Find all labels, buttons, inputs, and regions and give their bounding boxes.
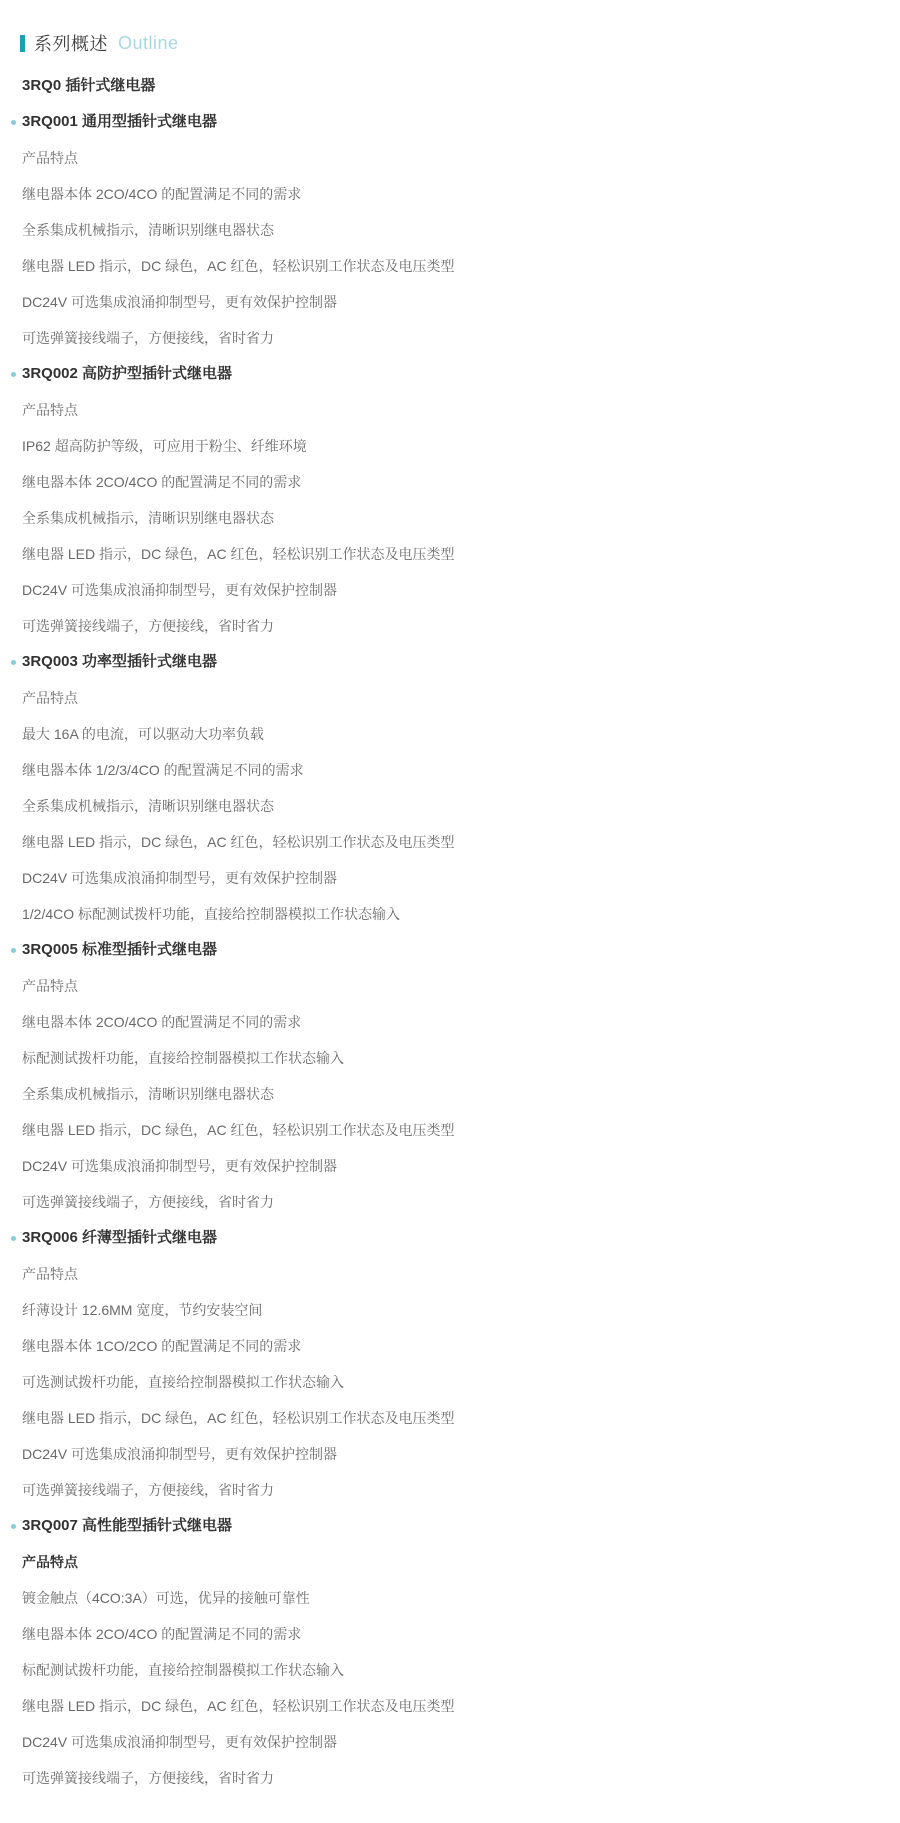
section-title [22,1228,870,1248]
bullet-dot-icon [11,372,16,377]
feature-item: 全系集成机械指示，清晰识别继电器状态 [22,798,274,814]
feature-item: 继电器 LED 指示，DC 绿色，AC 红色，轻松识别工作状态及电压类型 [22,546,455,562]
feature-item: 纤薄设计 12.6MM 宽度，节约安装空间 [22,1302,263,1318]
feature-item: DC24V 可选集成浪涌抑制型号，更有效保护控制器 [22,1734,338,1750]
feature-item: 可选弹簧接线端子，方便接线，省时省力 [22,1194,274,1210]
section-title [22,364,870,384]
section-title-text: 3RQ001 通用型插针式继电器 [22,113,218,130]
feature-item: 继电器 LED 指示，DC 绿色，AC 红色，轻松识别工作状态及电压类型 [22,834,455,850]
section-3rq003 [20,652,870,924]
section-title [22,112,870,132]
page-title-en: Outline [118,32,179,53]
feature-item: 继电器本体 2CO/4CO 的配置满足不同的需求 [22,474,302,490]
feature-item: 可选弹簧接线端子，方便接线，省时省力 [22,1482,274,1498]
section-title-text: 3RQ002 高防护型插针式继电器 [22,365,233,382]
features-label: 产品特点 [22,150,78,166]
feature-item: 继电器本体 2CO/4CO 的配置满足不同的需求 [22,1014,302,1030]
feature-item: DC24V 可选集成浪涌抑制型号，更有效保护控制器 [22,870,338,886]
feature-item: 继电器本体 1/2/3/4CO 的配置满足不同的需求 [22,762,304,778]
section-title-text: 3RQ007 高性能型插针式继电器 [22,1517,233,1534]
section-title [22,940,870,960]
section-3rq002 [20,364,870,636]
feature-item: 全系集成机械指示，清晰识别继电器状态 [22,1086,274,1102]
feature-item: 可选弹簧接线端子，方便接线，省时省力 [22,330,274,346]
feature-item: 全系集成机械指示，清晰识别继电器状态 [22,510,274,526]
feature-item: 继电器 LED 指示，DC 绿色，AC 红色，轻松识别工作状态及电压类型 [22,1122,455,1138]
feature-item: 继电器 LED 指示，DC 绿色，AC 红色，轻松识别工作状态及电压类型 [22,258,455,274]
feature-item: 可选弹簧接线端子，方便接线，省时省力 [22,618,274,634]
section-3rq005 [20,940,870,1212]
feature-item: 标配测试拨杆功能，直接给控制器模拟工作状态输入 [22,1662,344,1678]
feature-item: DC24V 可选集成浪涌抑制型号，更有效保护控制器 [22,582,338,598]
section-3rq007 [20,1516,870,1788]
features-label: 产品特点 [22,690,78,706]
bullet-dot-icon [11,120,16,125]
features-label: 产品特点 [22,1554,78,1570]
feature-item: 镀金触点（4CO:3A）可选，优异的接触可靠性 [22,1590,310,1606]
feature-item: 继电器 LED 指示，DC 绿色，AC 红色，轻松识别工作状态及电压类型 [22,1698,455,1714]
feature-item: 继电器本体 1CO/2CO 的配置满足不同的需求 [22,1338,302,1354]
feature-item: 继电器本体 2CO/4CO 的配置满足不同的需求 [22,186,302,202]
feature-item: 全系集成机械指示，清晰识别继电器状态 [22,222,274,238]
features-label: 产品特点 [22,402,78,418]
features-label: 产品特点 [22,1266,78,1282]
bullet-dot-icon [11,948,16,953]
features-label: 产品特点 [22,978,78,994]
section-title-text: 3RQ005 标准型插针式继电器 [22,941,218,958]
feature-item: DC24V 可选集成浪涌抑制型号，更有效保护控制器 [22,294,338,310]
series-title: 3RQ0 插针式继电器 [22,77,156,94]
section-title-text: 3RQ003 功率型插针式继电器 [22,653,218,670]
bullet-dot-icon [11,1524,16,1529]
feature-item: 可选测试拨杆功能，直接给控制器模拟工作状态输入 [22,1374,344,1390]
page-title: 系列概述 [34,34,108,54]
section-title [22,1516,870,1536]
section-3rq001 [20,112,870,348]
feature-item: 继电器本体 2CO/4CO 的配置满足不同的需求 [22,1626,302,1642]
feature-item: DC24V 可选集成浪涌抑制型号，更有效保护控制器 [22,1446,338,1462]
bullet-dot-icon [11,660,16,665]
feature-item: DC24V 可选集成浪涌抑制型号，更有效保护控制器 [22,1158,338,1174]
section-title [22,652,870,672]
bullet-dot-icon [11,1236,16,1241]
feature-item: 标配测试拨杆功能，直接给控制器模拟工作状态输入 [22,1050,344,1066]
feature-item: 继电器 LED 指示，DC 绿色，AC 红色，轻松识别工作状态及电压类型 [22,1410,455,1426]
section-header [20,30,870,56]
section-title-text: 3RQ006 纤薄型插针式继电器 [22,1229,218,1246]
section-3rq006 [20,1228,870,1500]
feature-item: IP62 超高防护等级，可应用于粉尘、纤维环境 [22,438,307,454]
feature-item: 1/2/4CO 标配测试拨杆功能，直接给控制器模拟工作状态输入 [22,906,401,922]
feature-item: 最大 16A 的电流，可以驱动大功率负载 [22,726,264,742]
feature-item: 可选弹簧接线端子，方便接线，省时省力 [22,1770,274,1786]
accent-bar-icon [20,35,25,52]
